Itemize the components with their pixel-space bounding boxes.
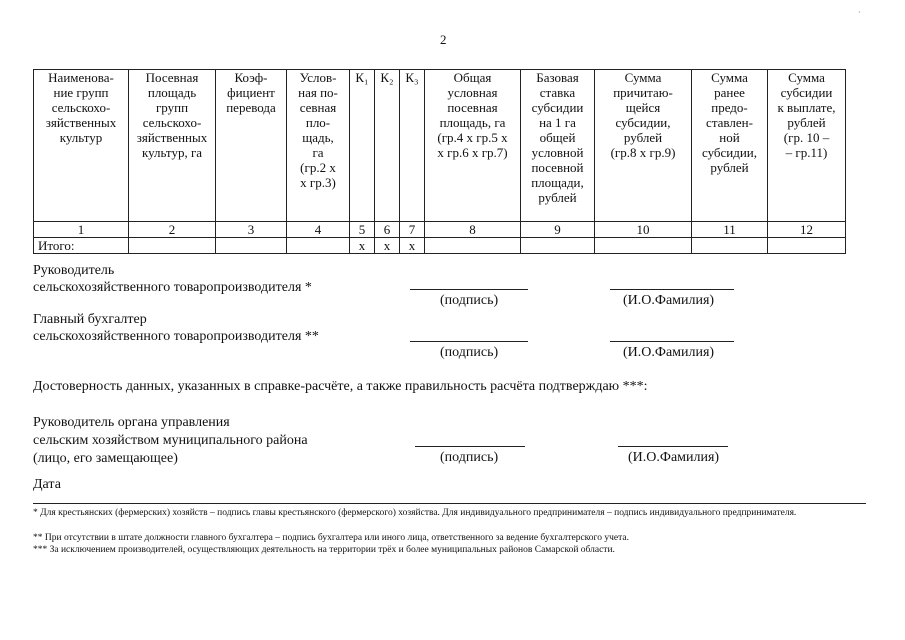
total-cell [129,238,216,254]
accountant-signature-caption: (подпись) [440,345,499,360]
column-number: 2 [129,222,216,238]
column-number: 10 [595,222,692,238]
accountant-title-line2: сельскохозяйственного товаропроизводителя ** [33,329,319,344]
accountant-name-line [610,341,734,342]
manager-name-caption: (И.О.Фамилия) [623,293,715,308]
head-signature-caption: (подпись) [440,450,499,465]
footnote-1: * Для крестьянских (фермерских) хозяйств – подпись главы крестьянского (фермерского) хозяйства. Для индивидуального предпринимателя – подпись индивидуального предпринимателя. [33,508,797,518]
total-cell: х [375,238,400,254]
column-number: 8 [425,222,521,238]
scan-mark: · [858,8,861,17]
accountant-name-caption: (И.О.Фамилия) [623,345,715,360]
column-number: 11 [692,222,768,238]
header-k1: К₁ [355,70,369,85]
manager-name-line [610,289,734,290]
total-cell [692,238,768,254]
column-number: 5 [350,222,375,238]
accountant-signature-line [410,341,528,342]
total-cell [216,238,287,254]
header-conversion-coefficient: Коэф- фициент перевода [226,70,276,115]
total-cell [768,238,846,254]
column-number: 6 [375,222,400,238]
header-k2: К₂ [380,70,394,85]
total-cell: х [400,238,425,254]
head-title-line2: сельским хозяйством муниципального района [33,433,308,448]
header-due-subsidy: Сумма причитаю- щейся субсидии, рублей (гр.8 х гр.9) [610,70,676,160]
header-sown-area: Посевная площадь групп сельскохо- зяйственных культур, га [136,70,208,160]
header-previous-subsidy: Сумма ранее предо- ставлен- ной субсидии, рублей [701,70,758,175]
manager-signature-line [410,289,528,290]
header-subsidy-to-pay: Сумма субсидии к выплате, рублей (гр. 10 – – гр.11) [777,70,836,160]
table-header-row [34,70,846,222]
subsidy-calculation-table [33,69,846,254]
head-signature-line [415,446,525,447]
column-number: 9 [521,222,595,238]
head-title-line3: (лицо, его замещающее) [33,451,178,466]
manager-signature-caption: (подпись) [440,293,499,308]
head-title-line1: Руководитель органа управления [33,415,230,430]
manager-title-line2: сельскохозяйственного товаропроизводителя * [33,280,312,295]
header-crop-groups: Наименова- ние групп сельскохо- зяйственных культур [45,70,117,145]
page-number: 2 [440,32,447,47]
header-total-conditional-area: Общая условная посевная площадь, га (гр.4 х гр.5 х х гр.6 х гр.7) [437,70,508,160]
total-label: Итого: [34,238,129,254]
total-cell [521,238,595,254]
head-name-caption: (И.О.Фамилия) [628,450,720,465]
total-cell [425,238,521,254]
column-number: 12 [768,222,846,238]
date-label: Дата [33,477,61,492]
header-base-rate: Базовая ставка субсидии на 1 га общей условной посевной площади, рублей [531,70,584,205]
accountant-title-line1: Главный бухгалтер [33,312,147,327]
column-number: 7 [400,222,425,238]
header-k3: К₃ [405,70,419,85]
total-cell: х [350,238,375,254]
column-number-row [34,222,846,238]
column-number: 1 [34,222,129,238]
footnote-3: *** За исключением производителей, осуществляющих деятельность на территории трёх и более муниципальных районов Самарской области. [33,545,615,555]
total-row [34,238,846,254]
total-cell [595,238,692,254]
column-number: 4 [287,222,350,238]
column-number: 3 [216,222,287,238]
header-conditional-area: Услов- ная по- севная пло- щадь, га (гр.2 х х гр.3) [298,70,338,190]
footnote-divider [33,503,866,504]
total-cell [287,238,350,254]
manager-title-line1: Руководитель [33,263,115,278]
footnote-2: ** При отсутствии в штате должности главного бухгалтера – подпись бухгалтера или иного лица, ответственного за ведение бухгалтерского учета. [33,533,629,543]
confirmation-statement: Достоверность данных, указанных в справке-расчёте, а также правильность расчёта подтверждаю ***: [33,379,648,394]
head-name-line [618,446,728,447]
